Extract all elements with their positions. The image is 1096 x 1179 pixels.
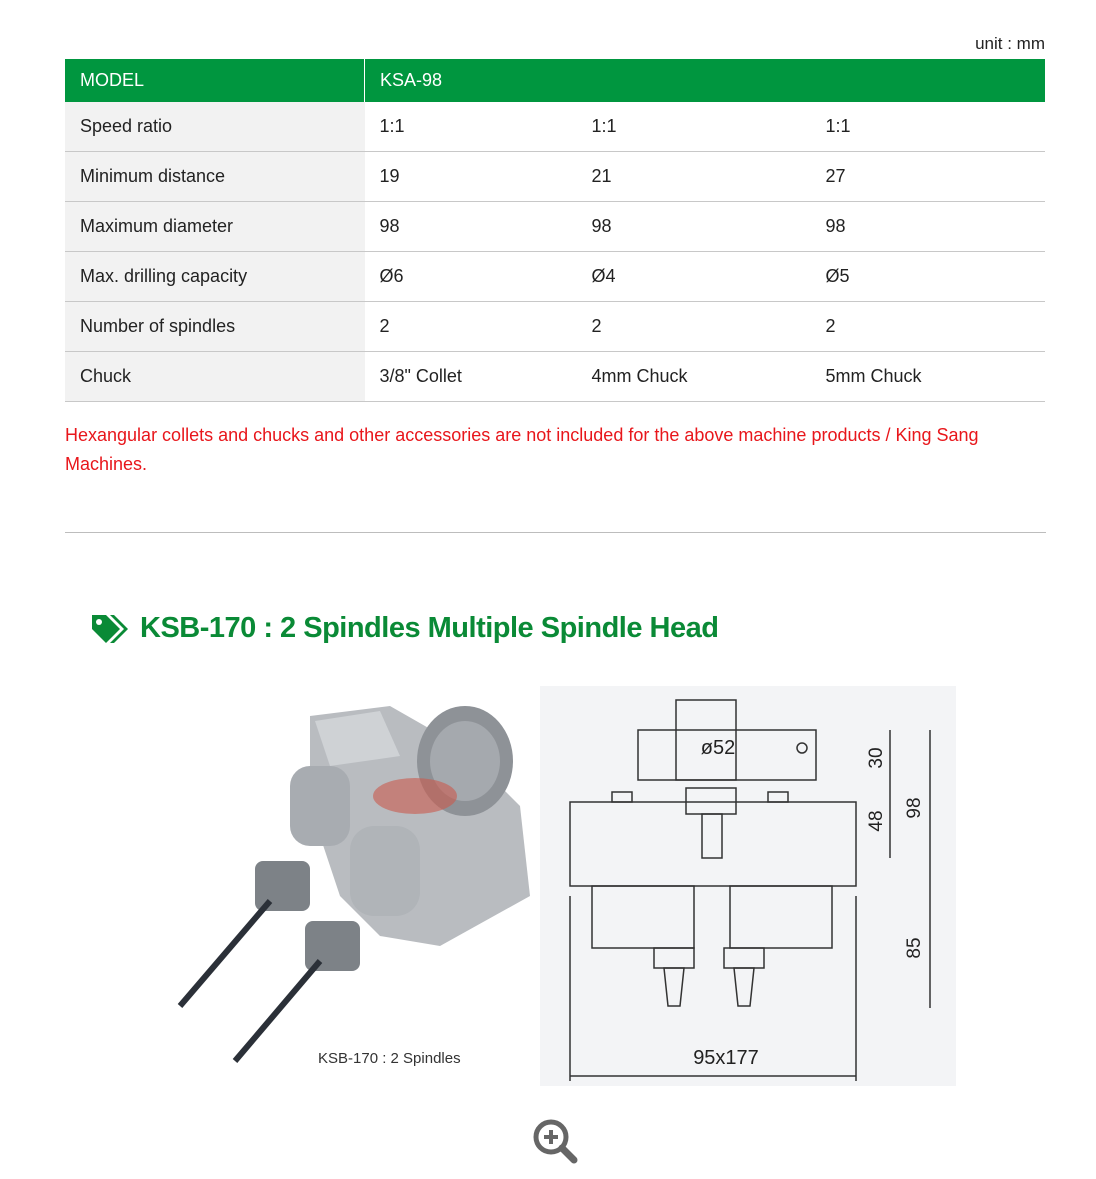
cell-value: Ø6 — [365, 252, 577, 302]
cell-value: 98 — [365, 202, 577, 252]
row-label: Number of spindles — [65, 302, 365, 352]
accessories-note: Hexangular collets and chucks and other accessories are not included for the above machine products / King Sang Machines. — [65, 425, 979, 474]
cell-value: 1:1 — [811, 102, 1046, 152]
cell-value: 21 — [577, 152, 811, 202]
cell-value: 98 — [577, 202, 811, 252]
cell-value: 19 — [365, 152, 577, 202]
figure-caption: KSB-170 : 2 Spindles — [318, 1050, 461, 1067]
cell-value: 1:1 — [365, 102, 577, 152]
cell-value: 3/8" Collet — [365, 352, 577, 402]
row-label: Max. drilling capacity — [65, 252, 365, 302]
row-label: Minimum distance — [65, 152, 365, 202]
section-title: KSB-170 : 2 Spindles Multiple Spindle Head — [140, 612, 719, 644]
table-row — [65, 152, 1045, 202]
tag-icon — [90, 613, 130, 645]
dim-base: 95x177 — [693, 1047, 759, 1069]
table-row — [65, 352, 1045, 402]
row-label: Speed ratio — [65, 102, 365, 152]
dim-shaft: ø52 — [700, 737, 736, 759]
table-row — [65, 302, 1045, 352]
product-illustration — [140, 686, 956, 1086]
model-header-label: MODEL — [65, 59, 365, 102]
cell-value: 2 — [365, 302, 577, 352]
section-heading — [90, 612, 718, 645]
table-header-row — [65, 59, 1045, 102]
cell-value: 2 — [811, 302, 1046, 352]
dim-85: 85 — [904, 937, 925, 959]
model-header-value: KSA-98 — [365, 59, 1046, 102]
table-row — [65, 252, 1045, 302]
dim-98: 98 — [904, 797, 925, 819]
product-figure — [140, 686, 956, 1086]
dim-30: 30 — [866, 747, 887, 769]
cell-value: 2 — [577, 302, 811, 352]
cell-value: 1:1 — [577, 102, 811, 152]
cell-value: Ø5 — [811, 252, 1046, 302]
zoom-in-icon — [532, 1118, 580, 1166]
table-row — [65, 102, 1045, 152]
unit-label: unit : mm — [975, 34, 1045, 53]
cell-value: 5mm Chuck — [811, 352, 1046, 402]
row-label: Chuck — [65, 352, 365, 402]
cell-value: 4mm Chuck — [577, 352, 811, 402]
zoom-in-button[interactable] — [532, 1118, 580, 1171]
row-label: Maximum diameter — [65, 202, 365, 252]
cell-value: 98 — [811, 202, 1046, 252]
spec-table — [65, 59, 1045, 402]
product-photo — [180, 706, 530, 1061]
table-row — [65, 202, 1045, 252]
section-divider — [65, 532, 1046, 533]
cell-value: Ø4 — [577, 252, 811, 302]
cell-value: 27 — [811, 152, 1046, 202]
dim-48: 48 — [866, 810, 887, 832]
